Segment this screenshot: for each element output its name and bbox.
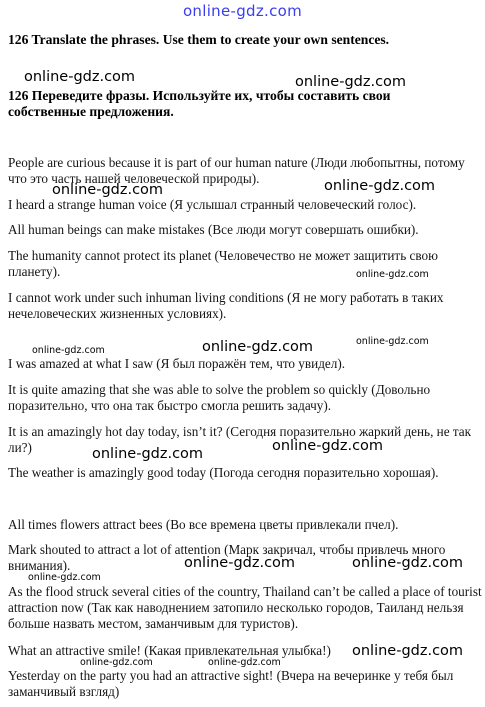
- sentence-6: I was amazed at what I saw (Я был поражён тем, что увидел).: [8, 356, 346, 371]
- watermark: online-gdz.com: [80, 657, 153, 668]
- sentence-7: It is quite amazing that she was able to solve the problem so quickly (Довольно поразительно, что она так быстро смогла решить задачу).: [8, 382, 431, 413]
- sentence-13: What an attractive smile! (Какая привлекательная улыбка!): [8, 643, 331, 658]
- watermark: online-gdz.com: [295, 74, 407, 90]
- watermark: online-gdz.com: [52, 182, 164, 198]
- sentence-3: All human beings can make mistakes (Все люди могут совершать ошибки).: [8, 222, 419, 237]
- sentence-11: Mark shouted to attract a lot of attention (Марк закричал, чтобы привлечь много внимания).: [8, 542, 446, 573]
- sentence-8: It is an amazingly hot day today, isn’t it? (Сегодня поразительно жаркий день, не так ли?): [8, 424, 472, 455]
- watermark: online-gdz.com: [272, 438, 384, 454]
- sentence-12: As the flood struck several cities of the country, Thailand can’t be called a place of tourist attraction now (Так как наводнением затопило несколько городов, Таиланд нельзя больше назвать местом, заманчивым для туристов).: [8, 584, 482, 631]
- sentence-9: The weather is amazingly good today (Погода сегодня поразительно хорошая).: [8, 465, 439, 480]
- task-heading-en: 126 Translate the phrases. Use them to create your own sentences.: [8, 32, 390, 47]
- watermark: online-gdz.com: [356, 269, 429, 280]
- watermark: online-gdz.com: [202, 339, 314, 355]
- watermark: online-gdz.com: [352, 643, 464, 659]
- watermark: online-gdz.com: [32, 345, 105, 356]
- watermark: online-gdz.com: [324, 178, 436, 194]
- sentence-4: The humanity cannot protect its planet (Человечество не может защитить свою планету).: [8, 248, 438, 279]
- task-heading-ru-line2: собственные предложения.: [8, 104, 174, 119]
- task-heading-ru-line1: 126 Переведите фразы. Используйте их, чтобы составить свои: [8, 88, 391, 103]
- watermark: online-gdz.com: [92, 446, 204, 462]
- sentence-14: Yesterday on the party you had an attractive sight! (Вчера на вечеринке у тебя был заманчивый взгляд): [8, 668, 454, 699]
- watermark: online-gdz.com: [184, 555, 296, 571]
- sentence-1: People are curious because it is part of our human nature (Люди любопытны, потому что это часть нашей человеческой природы).: [8, 155, 465, 186]
- watermark: online-gdz.com: [208, 657, 281, 668]
- watermark: online-gdz.com: [356, 336, 429, 347]
- watermark: online-gdz.com: [28, 572, 101, 583]
- watermark: online-gdz.com: [352, 555, 464, 571]
- site-header-watermark[interactable]: online-gdz.com: [182, 2, 303, 20]
- sentence-10: All times flowers attract bees (Во все времена цветы привлекали пчел).: [8, 517, 399, 532]
- watermark: online-gdz.com: [24, 69, 136, 85]
- sentence-2: I heard a strange human voice (Я услышал странный человеческий голос).: [8, 197, 417, 212]
- sentence-5: I cannot work under such inhuman living conditions (Я не могу работать в таких нечеловеческих жизненных условиях).: [8, 290, 444, 321]
